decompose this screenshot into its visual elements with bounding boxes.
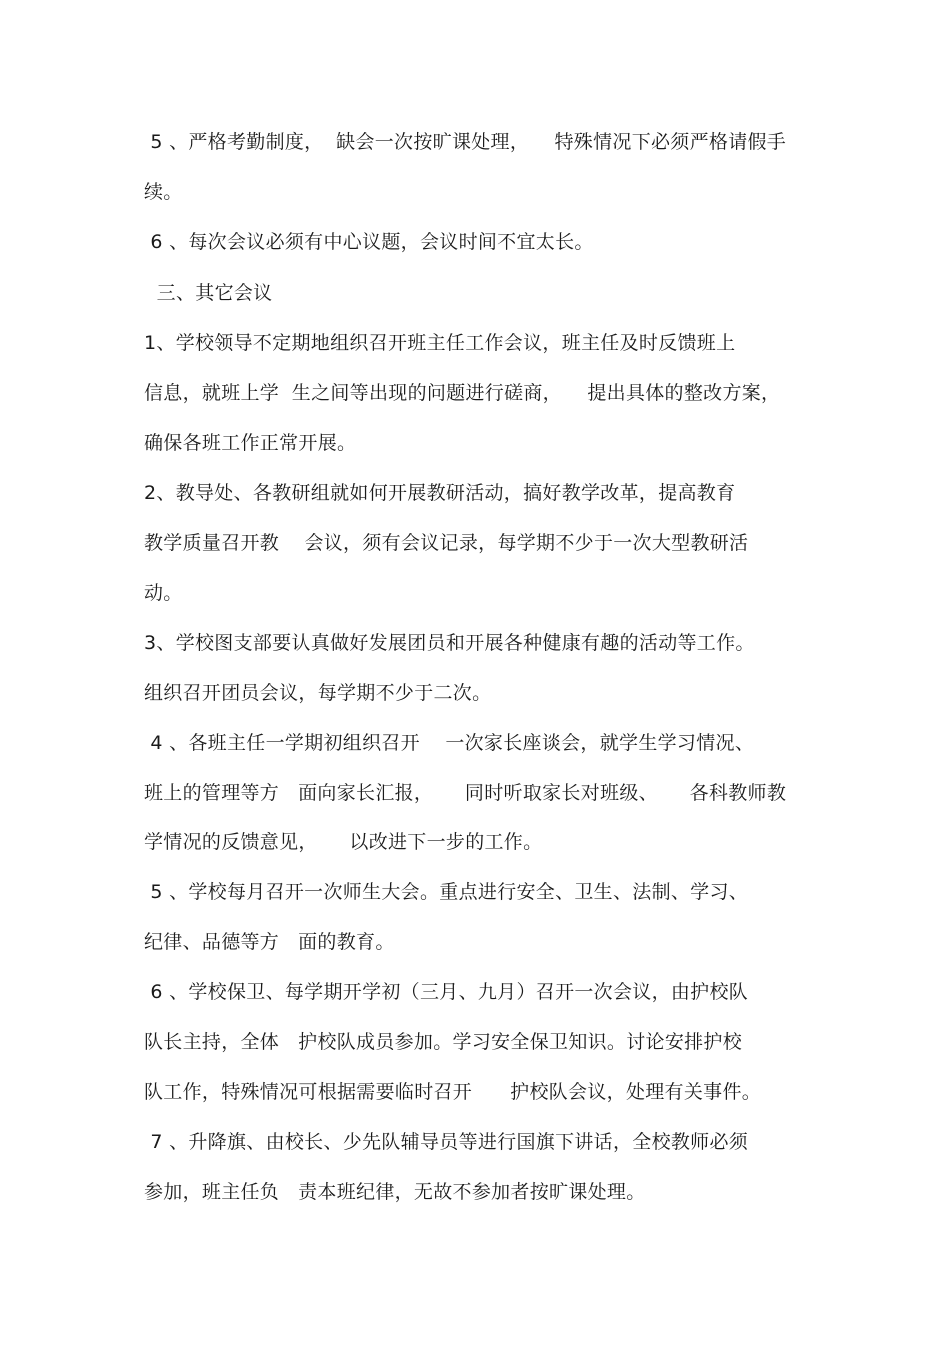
rule-5-line-1: 5 、严格考勤制度， 缺会一次按旷课处理， 特殊情况下必须严格请假手 xyxy=(144,131,787,153)
section-heading-other-meetings: 三、其它会议 xyxy=(144,282,273,304)
item-1-line-2: 信息，就班上学 生之间等出现的问题进行磋商， 提出具体的整改方案， xyxy=(144,382,781,404)
item-1-line-1: 1、学校领导不定期地组织召开班主任工作会议，班主任及时反馈班上 xyxy=(144,332,736,354)
item-5-line-1: 5 、学校每月召开一次师生大会。重点进行安全、卫生、法制、学习、 xyxy=(144,881,749,903)
item-4-line-1: 4 、各班主任一学期初组织召开 一次家长座谈会，就学生学习情况、 xyxy=(144,732,755,754)
item-5-line-2: 纪律、品德等方 面的教育。 xyxy=(144,931,395,953)
item-2-line-3: 动。 xyxy=(144,582,183,604)
item-6-line-2: 队长主持，全体 护校队成员参加。学习安全保卫知识。讨论安排护校 xyxy=(144,1031,743,1053)
item-3-line-1: 3、学校图支部要认真做好发展团员和开展各种健康有趣的活动等工作。 xyxy=(144,632,755,654)
item-4-line-3: 学情况的反馈意见， 以改进下一步的工作。 xyxy=(144,831,543,853)
rule-5-line-2: 续。 xyxy=(144,181,183,203)
rule-6-line: 6 、每次会议必须有中心议题，会议时间不宜太长。 xyxy=(144,231,594,253)
item-3-line-2: 组织召开团员会议，每学期不少于二次。 xyxy=(144,682,492,704)
item-4-line-2: 班上的管理等方 面向家长汇报， 同时听取家长对班级、 各科教师教 xyxy=(144,782,787,804)
item-2-line-2: 教学质量召开教 会议，须有会议记录，每学期不少于一次大型教研活 xyxy=(144,532,749,554)
item-1-line-3: 确保各班工作正常开展。 xyxy=(144,432,357,454)
item-6-line-3: 队工作，特殊情况可根据需要临时召开 护校队会议，处理有关事件。 xyxy=(144,1081,762,1103)
item-6-line-1: 6 、学校保卫、每学期开学初（三月、九月）召开一次会议，由护校队 xyxy=(144,981,749,1003)
item-2-line-1: 2、教导处、各教研组就如何开展教研活动，搞好教学改革，提高教育 xyxy=(144,482,736,504)
item-7-line-1: 7 、升降旗、由校长、少先队辅导员等进行国旗下讲话，全校教师必须 xyxy=(144,1131,749,1153)
item-7-line-2: 参加，班主任负 责本班纪律，无故不参加者按旷课处理。 xyxy=(144,1181,646,1203)
